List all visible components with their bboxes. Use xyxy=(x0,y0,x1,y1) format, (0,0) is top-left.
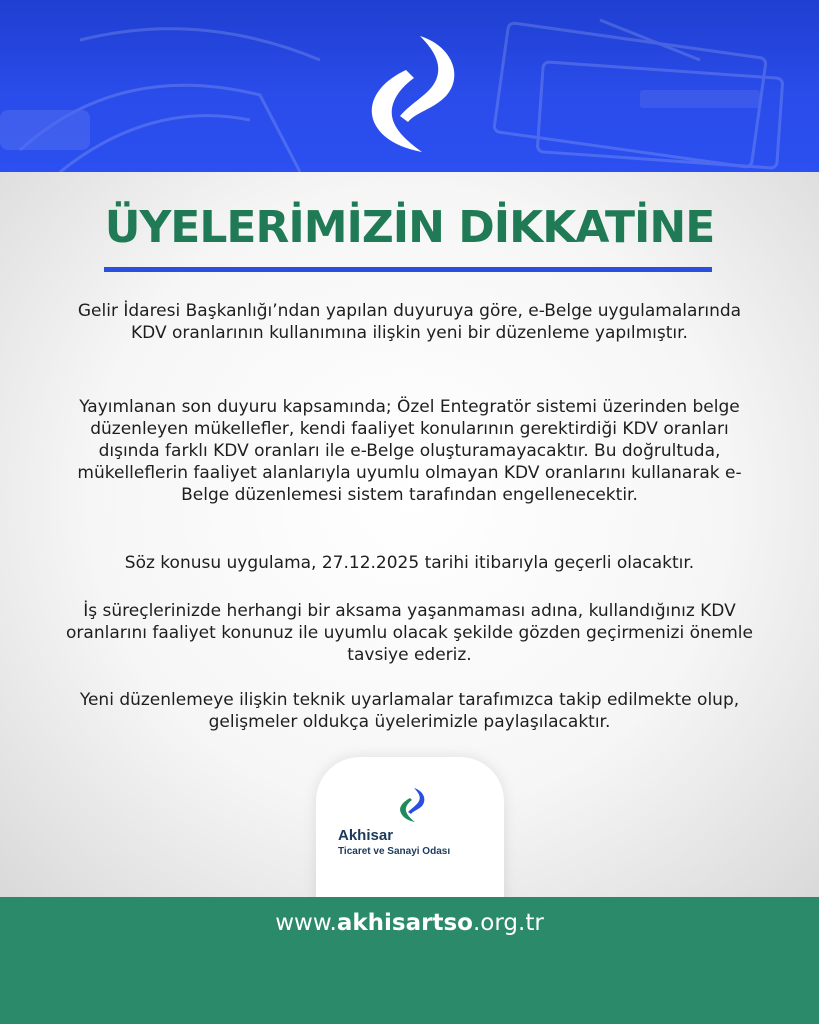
announcement-paragraph-5: Yeni düzenlemeye ilişkin teknik uyarlamalar tarafımızca takip edilmekte olup, gelişmeler oldukça üyelerimizle paylaşılacaktır. xyxy=(79,690,740,732)
url-prefix: www. xyxy=(275,910,337,936)
url-suffix: .org.tr xyxy=(472,910,544,936)
announcement-paragraph-4: İş süreçlerinizde herhangi bir aksama yaşanmaması adına, kullandığınız KDV oranlarını faaliyet konunuz ile uyumlu olacak şekilde gözden geçirmenizi önemle tavsiye ederiz. xyxy=(66,601,753,665)
announcement-paragraph-2: Yayımlanan son duyuru kapsamında; Özel Entegratör sistemi üzerinden belge düzenleyen mükellefler, kendi faaliyet konularının gerektirdiği KDV oranları dışında farklı KDV oranları ile e-Belge oluşturamayacaktır. Bu doğrultuda, mükelleflerin faaliyet alanlarıyla uyumlu olmayan KDV oranlarını kullanarak e-Belge düzenlemesi sistem tarafından engellenecektir. xyxy=(77,397,742,505)
website-link[interactable] xyxy=(0,903,819,943)
akhisar-tso-logo-icon xyxy=(397,787,427,823)
organization-name: Akhisar xyxy=(338,827,394,844)
organization-logo-card xyxy=(316,757,504,909)
page-title: ÜYELERİMİZİN DİKKATİNE xyxy=(104,202,715,253)
announcement-paragraph-3: Söz konusu uygulama, 27.12.2025 tarihi itibarıyla geçerli olacaktır. xyxy=(124,553,695,573)
url-domain: akhisartso xyxy=(336,910,473,936)
akhisar-tso-logo-icon xyxy=(360,32,464,156)
announcement-paragraph-1: Gelir İdaresi Başkanlığı’ndan yapılan duyuruya göre, e-Belge uygulamalarında KDV oranlarının kullanımına ilişkin yeni bir düzenleme yapılmıştır. xyxy=(77,301,742,343)
organization-subtitle: Ticaret ve Sanayi Odası xyxy=(338,846,451,857)
header-banner xyxy=(0,0,819,172)
title-underline xyxy=(104,267,712,272)
